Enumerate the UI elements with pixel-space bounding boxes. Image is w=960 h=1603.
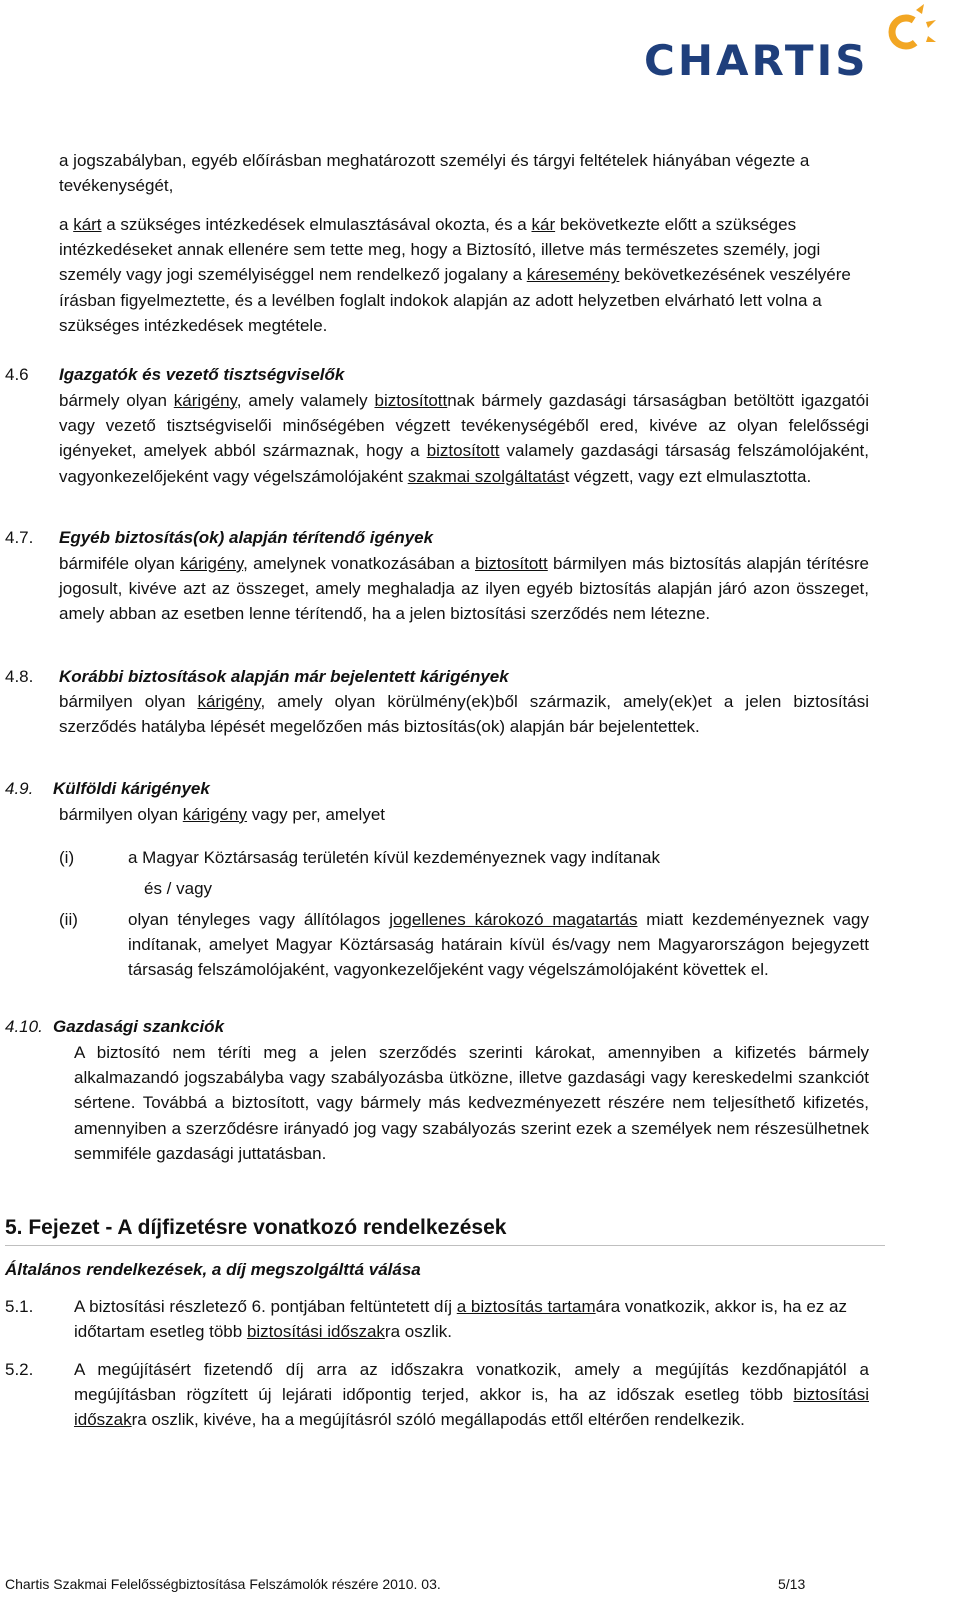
- section-title: Igazgatók és vezető tisztségviselők: [59, 365, 345, 384]
- page-number: 5/13: [778, 1576, 806, 1592]
- section-title: Korábbi biztosítások alapján már bejelentett kárigények: [59, 667, 509, 686]
- section-5-2-text: A megújításért fizetendő díj arra az időszakra vonatkozik, amely a megújítás kezdőnapjától a megújításban rögzített új lejárati időpontig terjed, akkor is, ha az időszak esetleg több biztosítási időszakra oszlik, kivéve, ha a megújításról szóló megállapodás ettől eltérően rendelkezik.: [74, 1360, 869, 1430]
- section-title: Egyéb biztosítás(ok) alapján térítendő igények: [59, 528, 434, 547]
- intro-paragraph-2: a kárt a szükséges intézkedések elmulasztásával okozta, és a kár bekövetkezte előtt a szükséges intézkedéseket annak ellenére sem tette meg, hogy a Biztosító, illetve más természetes személy, jogi személy vagy jogi személyiséggel nem rendelkező jogalany a káresemény bekövetkezésének veszélyére írásban figyelmeztette, és a levélben foglalt indokok alapján az adott helyzetben elvárható lett volna a szükséges intézkedések megtétele.: [59, 215, 851, 335]
- section-number: 5.2.: [5, 1360, 34, 1379]
- term-link: káresemény: [526, 265, 620, 285]
- section-title: Külföldi kárigények: [53, 779, 210, 798]
- chapter-subtitle: Általános rendelkezések, a díj megszolgálttá válása: [5, 1260, 421, 1279]
- list-label: (i): [59, 848, 75, 867]
- list-label: (ii): [59, 910, 78, 929]
- section-4-7-text: bármiféle olyan kárigény, amelynek vonatkozásában a biztosított bármilyen más biztosítás alapján térítésre jogosult, kivéve azt az összeget, amely meghaladja az ilyen egyéb biztosítás alapján járó azon összeget, amely abban az esetben lenne térítendő, ha a jelen biztosítási szerződés nem létezne.: [59, 554, 869, 624]
- section-4-8-text: bármilyen olyan kárigény, amely olyan körülmény(ek)ből származik, amely(ek)et a jelen biztosítási szerződés hatályba lépését megelőzően más biztosítás(ok) alapján bár bejelentettek.: [59, 692, 869, 737]
- section-4-10-text: A biztosító nem téríti meg a jelen szerződés szerinti károkat, amennyiben a kifizetés bármely alkalmazandó jogszabályba vagy szabályozásba ütközne, illetve gazdasági vagy kereskedelmi szankciót sértene. Továbbá a biztosított, vagy bármely más kedvezményezett részére nem teljesíthető kifizetés, amennyiben a szerződésre irányadó jog vagy szabályozás szerint ezek a személyek nem részesülhetnek semmiféle gazdasági juttatásban.: [74, 1043, 869, 1163]
- term-link: kár: [531, 215, 556, 234]
- section-5-1-text: A biztosítási részletező 6. pontjában feltüntetett díj a biztosítás tartamára vonatkozik, akkor is, ha ez az időtartam esetleg több biztosítási időszakra oszlik.: [74, 1297, 847, 1342]
- sun-logo-ray: [926, 36, 936, 42]
- term-link: kárt: [73, 215, 102, 234]
- section-number: 4.9.: [5, 779, 34, 798]
- section-number: 4.6: [5, 365, 29, 384]
- intro-paragraph-1: a jogszabályban, egyéb előírásban meghatározott személyi és tárgyi feltételek hiányában végezte a tevékenységét,: [59, 151, 810, 196]
- section-number: 4.10.: [5, 1017, 43, 1036]
- sun-logo-ray: [926, 20, 936, 28]
- section-number: 4.7.: [5, 528, 34, 547]
- section-number: 4.8.: [5, 667, 34, 686]
- or-text: és / vagy: [144, 879, 213, 898]
- section-4-6-text: bármely olyan kárigény, amely valamely biztosítottnak bármely gazdasági társaságban betöltött igazgatói vagy vezető tisztségviselői minőségében végzett tevékenységéből ered, kivéve az olyan felelősségi igényeket, amelyek abból származnak, hogy a biztosított valamely gazdasági társaság felszámolójaként, vagyonkezelőjeként vagy végelszámolójaként szakmai szolgáltatást végzett, vagy ezt elmulasztotta.: [59, 391, 869, 486]
- footer-title: Chartis Szakmai Felelősségbiztosítása Felszámolók részére 2010. 03.: [5, 1576, 441, 1592]
- logo-text: CHARTIS: [644, 36, 869, 85]
- section-number: 5.1.: [5, 1297, 34, 1316]
- list-item-text: a Magyar Köztársaság területén kívül kezdeményeznek vagy indítanak: [128, 848, 661, 867]
- section-4-9-text: bármilyen olyan kárigény vagy per, amelyet: [59, 805, 386, 824]
- sun-logo-ray: [916, 4, 924, 14]
- section-title: Gazdasági szankciók: [53, 1017, 225, 1036]
- chapter-title: 5. Fejezet - A díjfizetésre vonatkozó rendelkezések: [5, 1213, 885, 1246]
- sun-logo-circle: [892, 18, 920, 46]
- list-item-text: olyan tényleges vagy állítólagos jogellenes károkozó magatartás miatt kezdeményeznek vagy indítanak, amelyet Magyar Köztársaság határain kívül és/vagy nem Magyarországon bejegyzett társaság felszámolójaként, vagyonkezelőjeként vagy végelszámolójaként követtek el.: [128, 910, 869, 980]
- chartis-logo: [640, 2, 940, 94]
- sun-logo-icon: [878, 2, 938, 60]
